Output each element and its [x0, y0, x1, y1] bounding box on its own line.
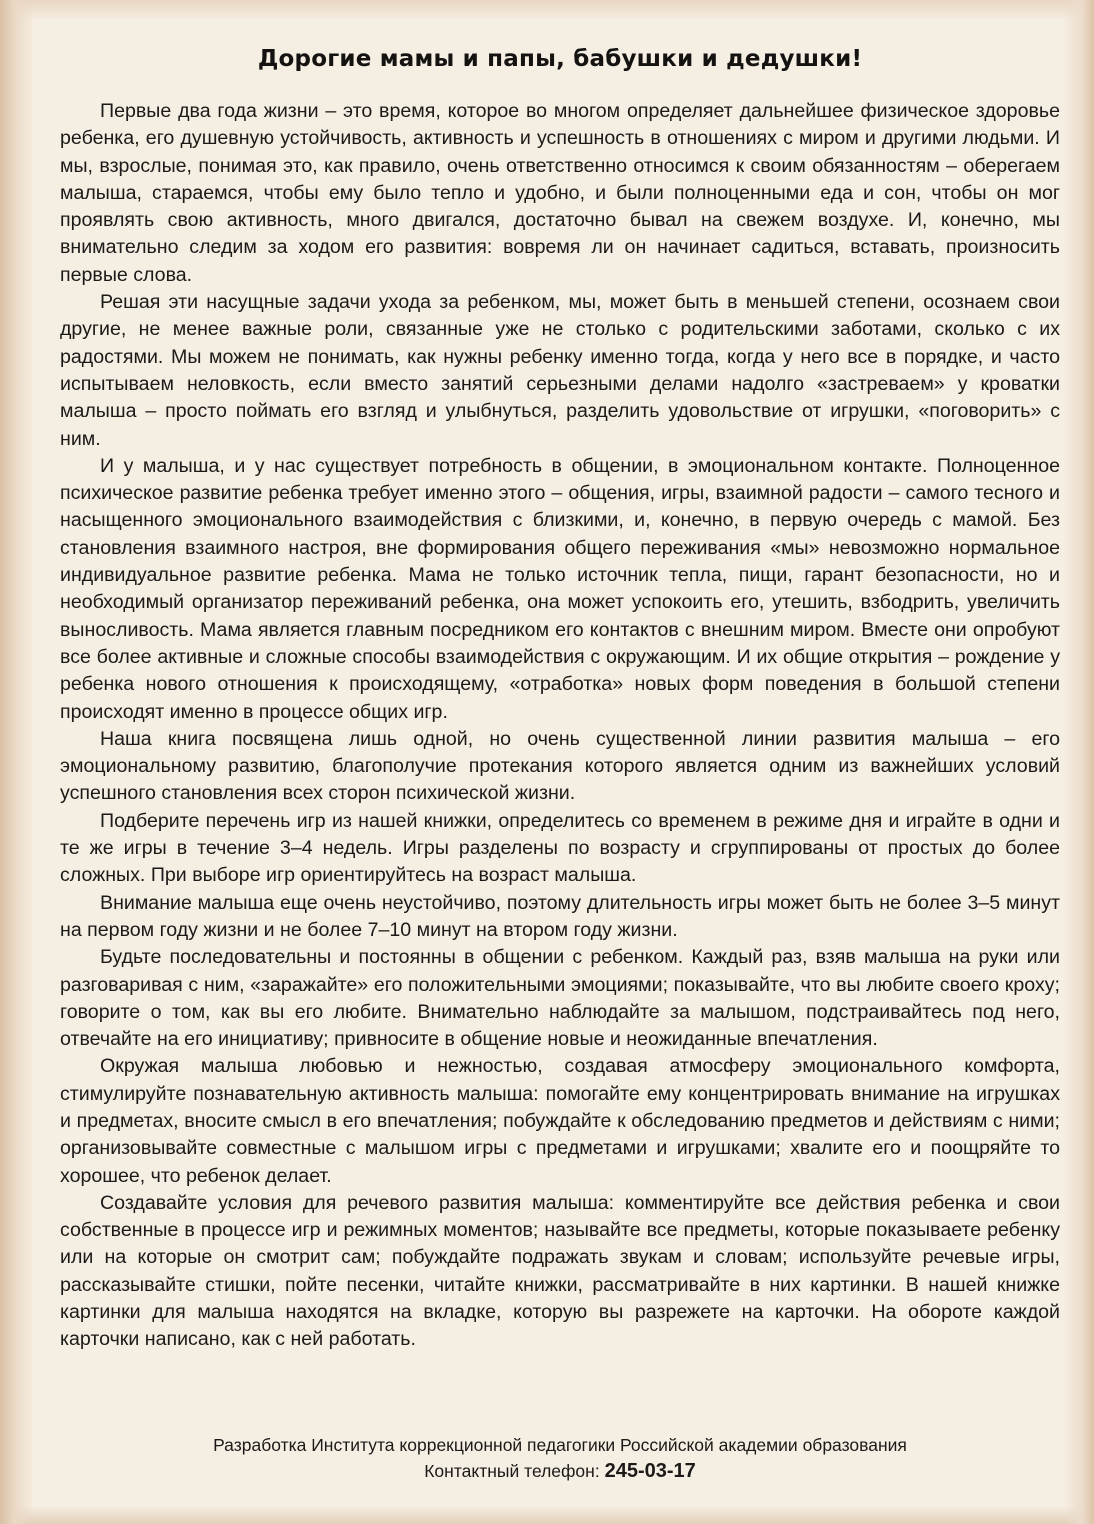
paragraph: Решая эти насущные задачи ухода за ребенком, мы, может быть в меньшей степени, осознаем свои другие, не менее важные роли, связанные уже не столько с родительскими заботами, сколько с их радостями. Мы можем не понимать, как нужны ребенку именно тогда, когда у него все в порядке, и часто испытываем неловкость, если вместо занятий серьезными делами надолго «застреваем» у кроватки малыша – просто поймать его взгляд и улыбнуться, разделить удовольствие от игрушки, «поговорить» с ним. — [60, 291, 1060, 450]
paragraph: Окружая малыша любовью и нежностью, создавая атмосферу эмоционального комфорта, стимулируйте познавательную активность малыша: помогайте ему концентрировать внимание на игрушках и предметах, вносите смысл в его впечатления; побуждайте к обследованию предметов и действиям с ними; организовывайте совместные с малышом игры с предметами и игрушками; хвалите его и поощряйте то хорошее, что ребенок делает. — [60, 1055, 1060, 1187]
paragraph: И у малыша, и у нас существует потребность в общении, в эмоциональном контакте. Полноценное психическое развитие ребенка требует именно этого – общения, игры, взаимной радости – самого тесного и насыщенного эмоционального взаимодействия с близкими, и, конечно, в первую очередь с мамой. Без становления взаимного настроя, вне формирования общего переживания «мы» невозможно нормальное индивидуальное развитие ребенка. Мама не только источник тепла, пищи, гарант безопасности, но и необходимый организатор переживаний ребенка, она может успокоить его, утешить, взбодрить, увеличить выносливость. Мама является главным посредником его контактов с внешним миром. Вместе они опробуют все более активные и сложные способы взаимодействия с окружающим. И их общие открытия – рождение у ребенка нового отношения к происходящему, «отработка» новых форм поведения в большой степени происходят именно в процессе общих игр. — [60, 454, 1060, 723]
paragraph: Создавайте условия для речевого развития малыша: комментируйте все действия ребенка и свои собственные в процессе игр и режимных моментов; называйте все предметы, которые показываете ребенку или на которые он смотрит сам; побуждайте подражать звукам и словам; используйте речевые игры, рассказывайте стишки, пойте песенки, читайте книжки, рассматривайте в них картинки. В нашей книжке картинки для малыша находятся на вкладке, которую вы разрежете на карточки. На обороте каждой карточки написано, как с ней работать. — [60, 1191, 1060, 1351]
paragraph-list — [60, 98, 1060, 1354]
phone-label: Контактный телефон: — [424, 1461, 600, 1481]
footer-credit: Разработка Института коррекционной педагогики Российской академии образования — [213, 1435, 907, 1455]
paragraph: Внимание малыша еще очень неустойчиво, поэтому длительность игры может быть не более 3–5 минут на первом году жизни и не более 7–10 минут на втором году жизни. — [60, 891, 1060, 941]
paragraph: Подберите перечень игр из нашей книжки, определитесь со временем в режиме дня и играйте в одни и те же игры в течение 3–4 недель. Игры разделены по возрасту и сгруппированы от простых до более сложных. При выборе игр ориентируйтесь на возраст малыша. — [60, 809, 1060, 887]
paragraph: Первые два года жизни – это время, которое во многом определяет дальнейшее физическое здоровье ребенка, его душевную устойчивость, активность и успешность в отношениях с миром и другими людьми. И мы, взрослые, понимая это, как правило, очень ответственно относимся к своим обязанностям – оберегаем малыша, стараемся, чтобы ему было тепло и удобно, и были полноценными еда и сон, чтобы он мог проявлять свою активность, много двигался, достаточно бывал на свежем воздухе. И, конечно, мы внимательно следим за ходом его развития: вовремя ли он начинает садиться, вставать, произносить первые слова. — [60, 100, 1060, 286]
footer-contact — [60, 1458, 1060, 1484]
paragraph: Наша книга посвящена лишь одной, но очень существенной линии развития малыша – его эмоциональному развитию, благополучие протекания которого является одним из важнейших условий успешного становления всех сторон психической жизни. — [60, 727, 1060, 805]
document-body — [60, 46, 1060, 1354]
paragraph: Будьте последовательны и постоянны в общении с ребенком. Каждый раз, взяв малыша на руки или разговаривая с ним, «заражайте» его положительными эмоциями; показывайте, что вы любите своего кроху; говорите о том, как вы его любите. Внимательно наблюдайте за малышом, подстраивайтесь под него, отвечайте на его инициативу; привносите в общение новые и неожиданные впечатления. — [60, 946, 1060, 1051]
phone-number: 245-03-17 — [604, 1460, 696, 1482]
footer — [60, 1432, 1060, 1484]
page-title: Дорогие мамы и папы, бабушки и дедушки! — [257, 46, 863, 72]
